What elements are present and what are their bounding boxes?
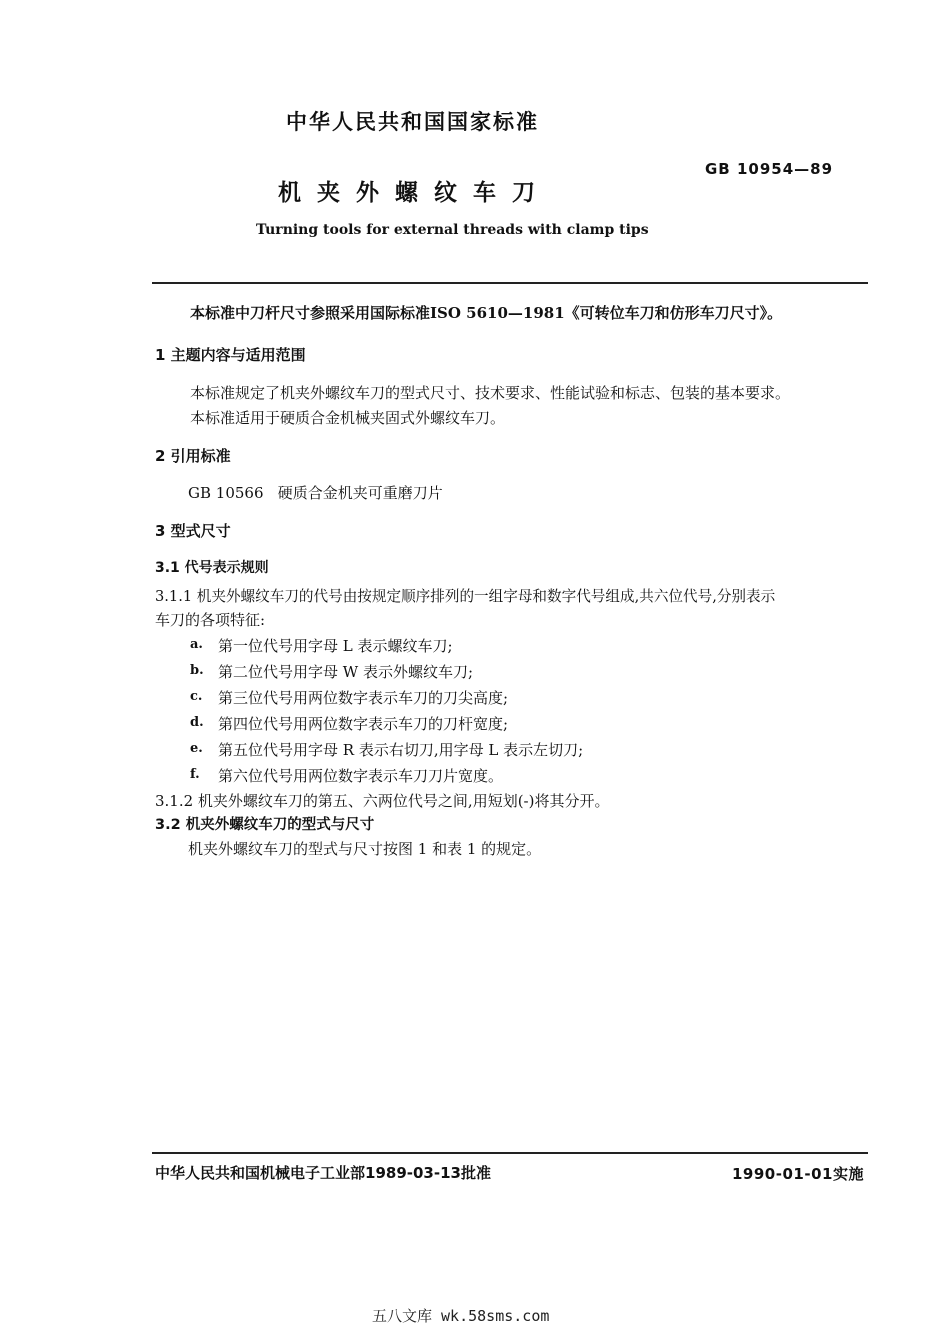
- footer-divider: [152, 1152, 868, 1154]
- list-item-letter: a.: [190, 637, 203, 652]
- document-title: 机 夹 外 螺 纹 车 刀: [278, 180, 540, 206]
- list-item-letter: e.: [190, 741, 203, 756]
- list-item-letter: f.: [190, 767, 200, 782]
- section-1-heading: 1 主题内容与适用范围: [155, 346, 306, 364]
- section-1-paragraph-2: 本标准适用于硬质合金机械夹固式外螺纹车刀。: [190, 409, 506, 427]
- list-item: 第三位代号用两位数字表示车刀的刀尖高度;: [218, 689, 509, 707]
- list-item-letter: c.: [190, 689, 203, 704]
- list-item: 第四位代号用两位数字表示车刀的刀杆宽度;: [218, 715, 509, 733]
- intro-paragraph: 本标准中刀杆尺寸参照采用国际标准ISO 5610—1981《可转位车刀和仿形车刀尺寸》。: [190, 304, 783, 322]
- list-item: 第六位代号用两位数字表示车刀刀片宽度。: [218, 767, 504, 785]
- effective-date: 1990-01-01实施: [732, 1165, 864, 1183]
- section-1-paragraph-1: 本标准规定了机夹外螺纹车刀的型式尺寸、技术要求、性能试验和标志、包装的基本要求。: [190, 384, 791, 402]
- section-3-1-1-line-1: 3.1.1 机夹外螺纹车刀的代号由按规定顺序排列的一组字母和数字代号组成,共六位代号,分别表示: [155, 588, 776, 605]
- national-standard-heading: 中华人民共和国国家标准: [286, 110, 539, 134]
- section-3-2-heading: 3.2 机夹外螺纹车刀的型式与尺寸: [155, 817, 375, 833]
- watermark: 五八文库 wk.58sms.com: [372, 1307, 550, 1325]
- section-3-1-2: 3.1.2 机夹外螺纹车刀的第五、六两位代号之间,用短划(-)将其分开。: [155, 792, 610, 810]
- list-item: 第五位代号用字母 R 表示右切刀,用字母 L 表示左切刀;: [218, 741, 584, 759]
- section-2-reference: GB 10566 硬质合金机夹可重磨刀片: [188, 484, 443, 502]
- list-item: 第一位代号用字母 L 表示螺纹车刀;: [218, 637, 453, 655]
- section-3-heading: 3 型式尺寸: [155, 522, 231, 540]
- list-item-letter: b.: [190, 663, 204, 678]
- document-title-english: Turning tools for external threads with clamp tips: [256, 222, 649, 238]
- list-item: 第二位代号用字母 W 表示外螺纹车刀;: [218, 663, 474, 681]
- approval-line: 中华人民共和国机械电子工业部1989-03-13批准: [155, 1164, 491, 1182]
- section-3-1-heading: 3.1 代号表示规则: [155, 560, 269, 576]
- standard-code: GB 10954—89: [705, 160, 834, 178]
- section-2-heading: 2 引用标准: [155, 447, 231, 465]
- section-3-1-1-line-2: 车刀的各项特征:: [155, 611, 266, 629]
- section-3-2-text: 机夹外螺纹车刀的型式与尺寸按图 1 和表 1 的规定。: [188, 840, 542, 858]
- list-item-letter: d.: [190, 715, 204, 730]
- header-divider: [152, 282, 868, 284]
